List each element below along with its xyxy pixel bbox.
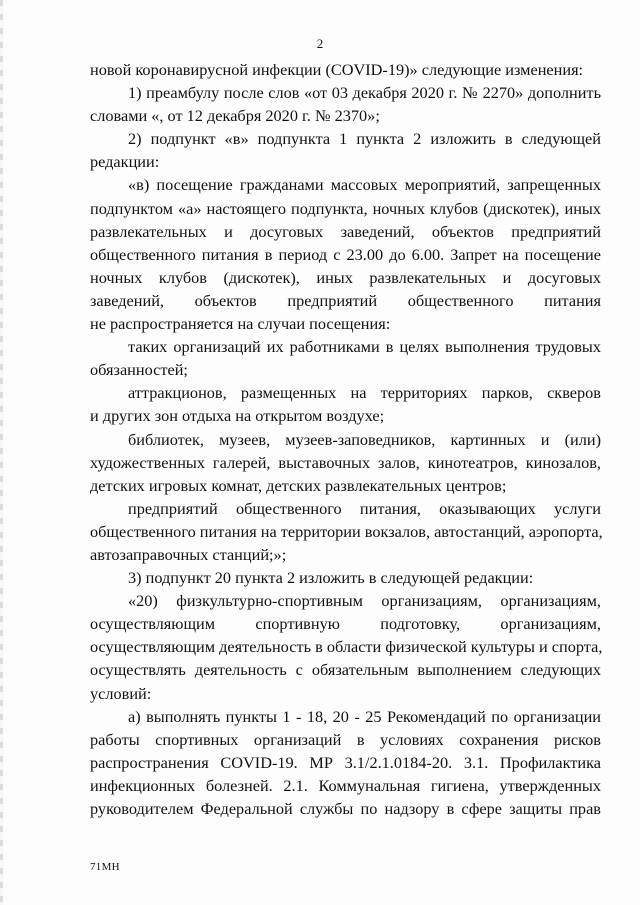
text-line: новой коронавирусной инфекции (COVID-19)» следующие изменения: bbox=[90, 60, 584, 79]
text-line: общественного питания на территории вокзалов, автостанций, аэропорта, bbox=[90, 521, 603, 541]
text-line: работы спортивных организаций в условиях сохранения рисков bbox=[90, 729, 601, 749]
text-line: общественного питания в период с 23.00 до 6.00. Запрет на посещение bbox=[90, 244, 601, 264]
text-line: 3) подпункт 20 пункта 2 изложить в следующей редакции: bbox=[128, 568, 534, 588]
text-line: художественных галерей, выставочных залов, кинотеатров, кинозалов, bbox=[90, 452, 601, 472]
document-body bbox=[90, 58, 601, 820]
text-line: заведений, объектов предприятий общественного питания bbox=[90, 290, 601, 310]
text-line: подпунктом «а» настоящего подпункта, ночных клубов (дискотек), иных bbox=[90, 198, 601, 218]
text-line: 2) подпункт «в» подпункта 1 пункта 2 изложить в следующей bbox=[128, 129, 601, 149]
text-line: редакции: bbox=[90, 152, 160, 172]
text-line: и других зон отдыха на открытом воздухе; bbox=[90, 406, 385, 426]
text-line: а) выполнять пункты 1 - 18, 20 - 25 Рекомендаций по организации bbox=[128, 706, 601, 726]
text-line: руководителем Федеральной службы по надзору в сфере защиты прав bbox=[90, 799, 601, 818]
text-line: библиотек, музеев, музеев-заповедников, картинных и (или) bbox=[128, 429, 601, 449]
text-line: инфекционных болезней. 2.1. Коммунальная гигиена, утвержденных bbox=[90, 775, 601, 795]
text-line: обязанностей; bbox=[90, 360, 188, 380]
text-line: осуществляющим спортивную подготовку, организациям, bbox=[90, 614, 601, 634]
text-line: автозаправочных станций;»; bbox=[90, 544, 287, 564]
text-line: «20) физкультурно-спортивным организациям, организациям, bbox=[128, 591, 601, 611]
text-line: распространения COVID-19. МР 3.1/2.1.0184-20. 3.1. Профилактика bbox=[90, 752, 601, 772]
text-line: «в) посещение гражданами массовых мероприятий, запрещенных bbox=[128, 175, 601, 195]
text-line: осуществляющим деятельность в области физической культуры и спорта, bbox=[90, 637, 603, 657]
text-line: ночных клубов (дискотек), иных развлекательных и досуговых bbox=[90, 267, 601, 287]
footer-code: 71МН bbox=[90, 861, 120, 873]
text-line: развлекательных и досуговых заведений, объектов предприятий bbox=[90, 221, 601, 241]
text-line: осуществлять деятельность с обязательным выполнением следующих bbox=[90, 660, 601, 680]
text-line: словами «, от 12 декабря 2020 г. № 2370»; bbox=[90, 106, 380, 126]
text-line: таких организаций их работниками в целях выполнения трудовых bbox=[128, 337, 601, 357]
page-number: 2 bbox=[316, 36, 324, 51]
text-line: условий: bbox=[90, 683, 152, 703]
scan-edge-artifact bbox=[0, 0, 3, 905]
text-line: предприятий общественного питания, оказывающих услуги bbox=[128, 498, 601, 518]
text-line: детских игровых комнат, детских развлекательных центров; bbox=[90, 475, 507, 495]
text-line: аттракционов, размещенных на территориях парков, скверов bbox=[128, 383, 601, 403]
text-line: не распространяется на случаи посещения: bbox=[90, 314, 391, 334]
text-line: 1) преамбулу после слов «от 03 декабря 2020 г. № 2270» дополнить bbox=[128, 83, 601, 103]
